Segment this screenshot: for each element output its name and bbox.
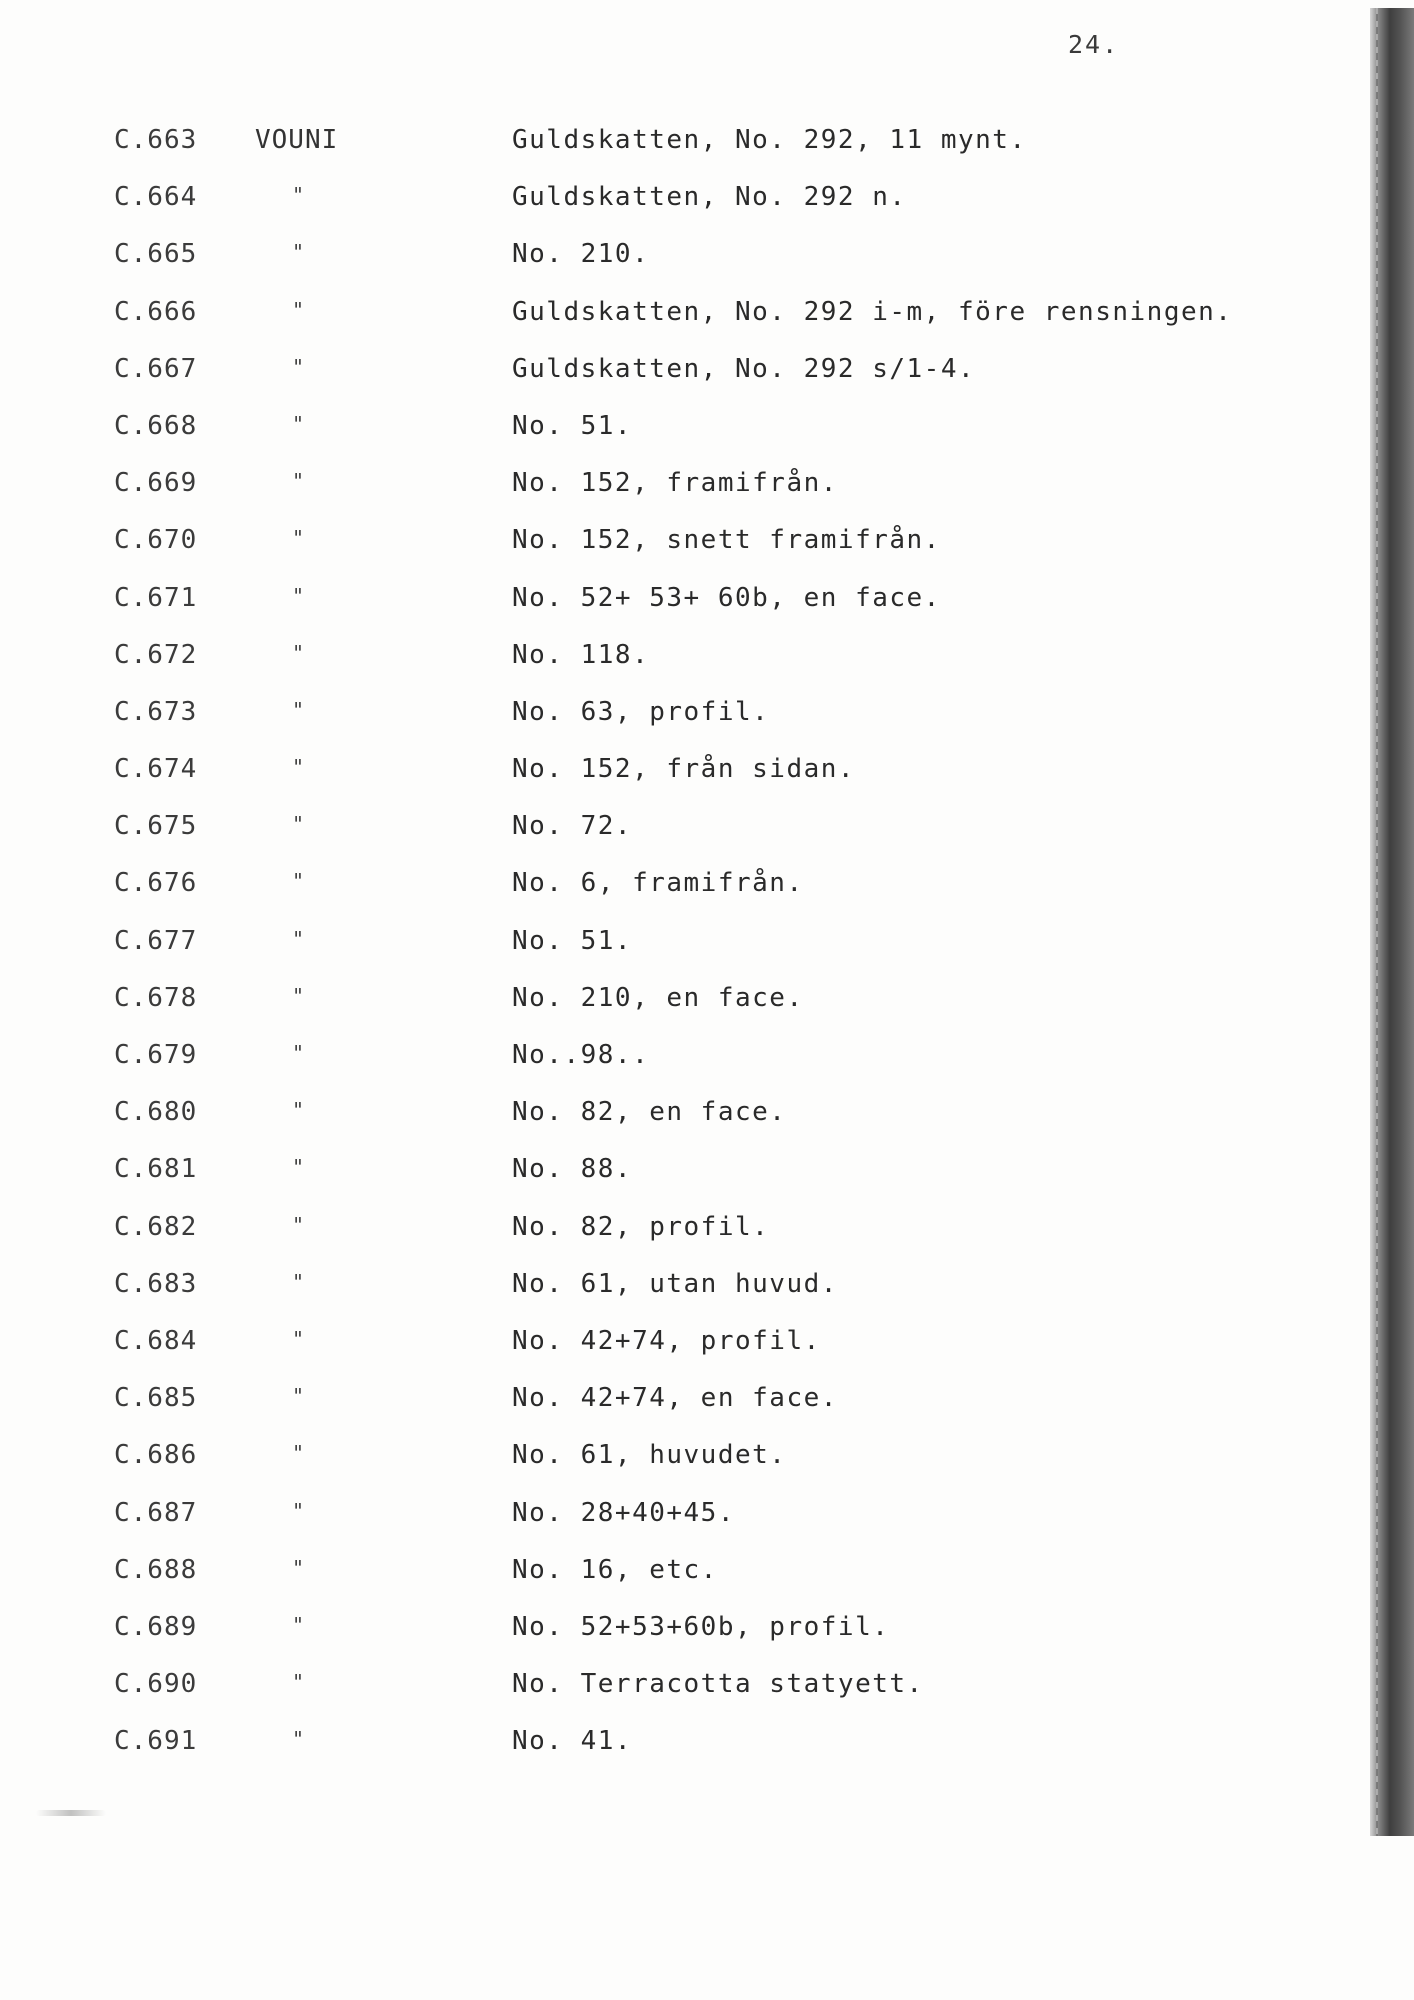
list-item xyxy=(0,635,1380,692)
list-item xyxy=(0,978,1380,1035)
list-item xyxy=(0,463,1380,520)
entry-site-ditto: " xyxy=(292,411,305,436)
entry-code: C.677 xyxy=(114,925,198,956)
entry-site-ditto: " xyxy=(292,1155,305,1180)
entry-site-ditto: " xyxy=(292,983,305,1008)
list-item xyxy=(0,1607,1380,1664)
entry-code: C.668 xyxy=(114,410,198,441)
scan-smudge xyxy=(36,1810,106,1816)
entry-site-ditto: " xyxy=(292,697,305,722)
entry-code: C.664 xyxy=(114,182,198,213)
entry-description: No. 16, etc. xyxy=(512,1554,718,1585)
entry-description: No. 63, profil. xyxy=(512,696,770,727)
entry-site-ditto: " xyxy=(292,469,305,494)
entry-code: C.671 xyxy=(114,582,198,613)
entry-description: No. 61, huvudet. xyxy=(512,1440,787,1471)
list-item xyxy=(0,406,1380,463)
entry-description: No. 41. xyxy=(512,1726,633,1757)
list-item xyxy=(0,234,1380,291)
entry-site-ditto: " xyxy=(292,640,305,665)
entry-site-ditto: " xyxy=(292,1498,305,1523)
entry-site-ditto: " xyxy=(292,1384,305,1409)
entry-site-ditto: " xyxy=(292,1098,305,1123)
list-item xyxy=(0,1721,1380,1778)
entry-code: C.686 xyxy=(114,1440,198,1471)
list-item xyxy=(0,1264,1380,1321)
entry-description: No. 72. xyxy=(512,811,633,842)
list-item xyxy=(0,1378,1380,1435)
entry-site-ditto: " xyxy=(292,1326,305,1351)
entry-code: C.678 xyxy=(114,982,198,1013)
entry-site-ditto: " xyxy=(292,1269,305,1294)
entry-site-ditto: " xyxy=(292,869,305,894)
entry-site-ditto: " xyxy=(292,297,305,322)
entry-site: VOUNI xyxy=(255,125,339,155)
entry-code: C.688 xyxy=(114,1554,198,1585)
entry-code: C.680 xyxy=(114,1097,198,1128)
entry-description: Guldskatten, No. 292 n. xyxy=(512,182,907,213)
entry-code: C.682 xyxy=(114,1211,198,1242)
entry-description: No. 152, från sidan. xyxy=(512,754,856,785)
entry-site-ditto: " xyxy=(292,583,305,608)
entry-code: C.685 xyxy=(114,1383,198,1414)
entry-code: C.674 xyxy=(114,754,198,785)
entry-code: C.666 xyxy=(114,296,198,327)
page-number: 24. xyxy=(1068,30,1120,59)
entry-description: No. 42+74, profil. xyxy=(512,1325,821,1356)
entry-description: Guldskatten, No. 292, 11 mynt. xyxy=(512,125,1027,155)
entry-code: C.665 xyxy=(114,239,198,270)
entry-code: C.676 xyxy=(114,868,198,899)
entry-site-ditto: " xyxy=(292,240,305,265)
list-item xyxy=(0,749,1380,806)
entry-site-ditto: " xyxy=(292,1727,305,1752)
entry-description: No. 118. xyxy=(512,639,650,670)
list-item xyxy=(0,692,1380,749)
entry-site-ditto: " xyxy=(292,183,305,208)
entry-site-ditto: " xyxy=(292,1441,305,1466)
list-item xyxy=(0,578,1380,635)
entry-code: C.681 xyxy=(114,1154,198,1185)
entry-site-ditto: " xyxy=(292,812,305,837)
entry-code: C.683 xyxy=(114,1268,198,1299)
entry-site-ditto: " xyxy=(292,526,305,551)
entry-code: C.691 xyxy=(114,1726,198,1757)
entry-site-ditto: " xyxy=(292,354,305,379)
list-item xyxy=(0,1035,1380,1092)
list-item xyxy=(0,120,1380,177)
entry-site-ditto: " xyxy=(292,1555,305,1580)
entry-description: No. 42+74, en face. xyxy=(512,1383,838,1414)
list-item xyxy=(0,863,1380,920)
entry-site-ditto: " xyxy=(292,926,305,951)
entry-site-ditto: " xyxy=(292,755,305,780)
list-item xyxy=(0,1664,1380,1721)
entry-code: C.690 xyxy=(114,1669,198,1700)
entry-description: Guldskatten, No. 292 s/1-4. xyxy=(512,353,976,384)
entry-description: Guldskatten, No. 292 i-m, före rensningen. xyxy=(512,296,1233,327)
entry-site-ditto: " xyxy=(292,1041,305,1065)
entry-description: No. Terracotta statyett. xyxy=(512,1669,924,1700)
list-item xyxy=(0,520,1380,577)
entry-site-ditto: " xyxy=(292,1670,305,1695)
list-item xyxy=(0,1207,1380,1264)
list-item xyxy=(0,1321,1380,1378)
list-item xyxy=(0,806,1380,863)
entry-description: No. 152, snett framifrån. xyxy=(512,525,941,556)
list-item xyxy=(0,177,1380,234)
entry-description: No. 51. xyxy=(512,410,633,441)
entry-description: No. 52+ 53+ 60b, en face. xyxy=(512,582,941,613)
entry-description: No. 82, en face. xyxy=(512,1097,787,1128)
entry-code: C.689 xyxy=(114,1611,198,1642)
entry-description: No. 6, framifrån. xyxy=(512,868,804,899)
entry-site-ditto: " xyxy=(292,1612,305,1637)
list-item xyxy=(0,1435,1380,1492)
list-item xyxy=(0,921,1380,978)
entry-code: C.684 xyxy=(114,1325,198,1356)
entry-code: C.672 xyxy=(114,639,198,670)
list-item xyxy=(0,1493,1380,1550)
entry-description: No. 88. xyxy=(512,1154,633,1185)
list-item xyxy=(0,1092,1380,1149)
list-item xyxy=(0,292,1380,349)
scan-edge-shadow xyxy=(1370,8,1414,1836)
entry-code: C.669 xyxy=(114,468,198,499)
entry-list xyxy=(0,120,1380,1778)
list-item xyxy=(0,1550,1380,1607)
entry-description: No. 82, profil. xyxy=(512,1211,770,1242)
entry-description: No. 210, en face. xyxy=(512,982,804,1013)
list-item xyxy=(0,349,1380,406)
entry-description: No. 52+53+60b, profil. xyxy=(512,1611,890,1642)
entry-description: No..98.. xyxy=(512,1040,650,1070)
entry-site-ditto: " xyxy=(292,1212,305,1237)
entry-code: C.679 xyxy=(114,1040,198,1070)
list-item xyxy=(0,1149,1380,1206)
entry-description: No. 61, utan huvud. xyxy=(512,1268,838,1299)
entry-description: No. 51. xyxy=(512,925,633,956)
entry-description: No. 210. xyxy=(512,239,650,270)
entry-code: C.675 xyxy=(114,811,198,842)
entry-code: C.673 xyxy=(114,696,198,727)
entry-description: No. 152, framifrån. xyxy=(512,468,838,499)
entry-description: No. 28+40+45. xyxy=(512,1497,735,1528)
entry-code: C.687 xyxy=(114,1497,198,1528)
entry-code: C.663 xyxy=(114,125,198,155)
entry-code: C.670 xyxy=(114,525,198,556)
entry-code: C.667 xyxy=(114,353,198,384)
